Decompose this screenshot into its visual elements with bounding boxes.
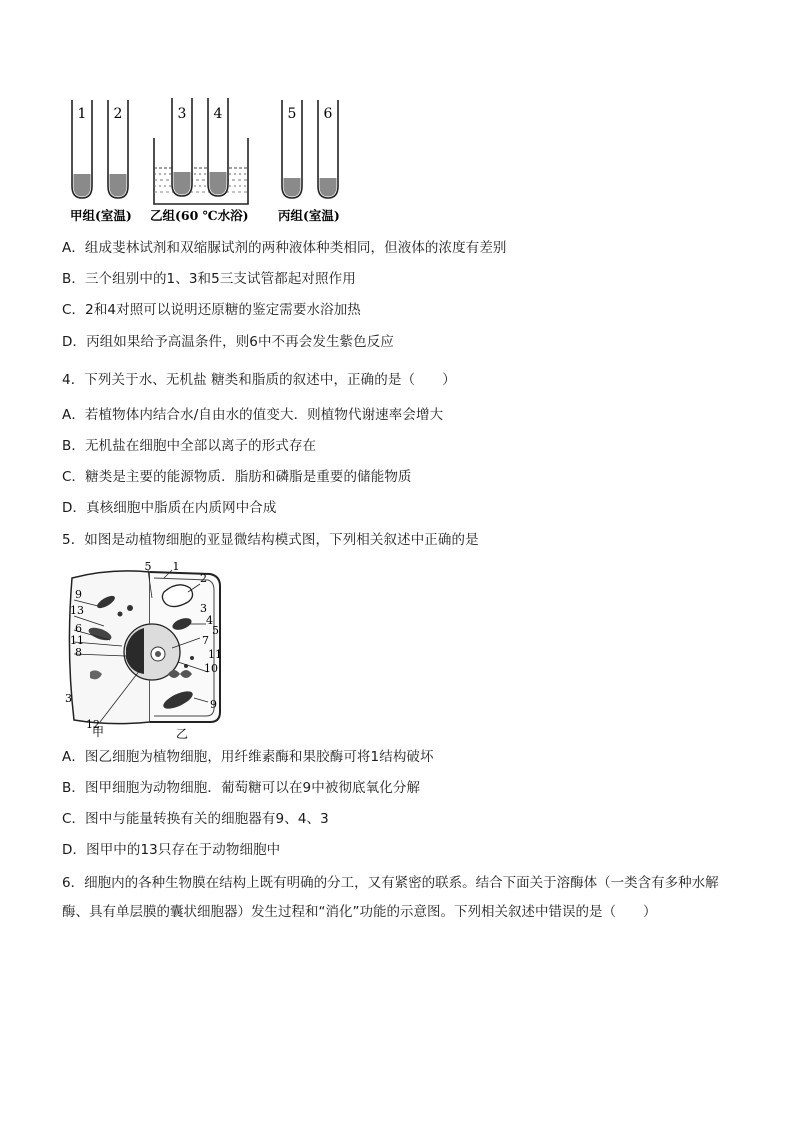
cell-label: 11 <box>70 634 84 647</box>
cell-label: 1 <box>172 562 180 573</box>
cell-label: 3 <box>200 602 207 615</box>
group-bing-label: 丙组(室温) <box>278 208 340 223</box>
q4-stem: 4．下列关于水、无机盐 糖类和脂质的叙述中，正确的是（ ） <box>62 372 456 388</box>
cell-label: 5 <box>212 624 219 637</box>
cell-yi-label: 乙 <box>176 727 189 740</box>
cell-label: 11 <box>208 648 222 661</box>
water-bath <box>154 138 248 204</box>
q4-option-b: B．无机盐在细胞中全部以离子的形式存在 <box>62 438 317 454</box>
cell-label: 5 <box>144 562 152 573</box>
cell-label: 9 <box>210 698 217 711</box>
cell-label: 3 <box>65 692 72 705</box>
cell-jia-label: 甲 <box>92 725 105 739</box>
q4-option-c: C．糖类是主要的能源物质．脂肪和磷脂是重要的储能物质 <box>62 469 412 485</box>
cell-label: 13 <box>70 604 84 617</box>
cell-label: 8 <box>75 646 82 659</box>
tube-number: 4 <box>213 106 223 122</box>
cell-label: 7 <box>202 634 209 647</box>
cell-label: 2 <box>200 572 207 585</box>
tube-2 <box>108 100 128 198</box>
tube-6 <box>318 100 338 198</box>
q3-option-a: A．组成斐林试剂和双缩脲试剂的两种液体种类相同，但液体的浓度有差别 <box>62 240 507 256</box>
q3-option-c: C．2和4对照可以说明还原糖的鉴定需要水浴加热 <box>62 302 361 318</box>
group-yi-label: 乙组(60 ℃水浴) <box>150 208 249 223</box>
tube-1 <box>72 100 92 198</box>
tube-number: 5 <box>287 106 297 122</box>
q5-option-d: D．图甲中的13只存在于动物细胞中 <box>62 842 281 858</box>
cell-label: 9 <box>75 588 82 601</box>
tube-number: 2 <box>113 106 123 122</box>
q4-option-a: A．若植物体内结合水/自由水的值变大．则植物代谢速率会增大 <box>62 407 444 423</box>
q3-option-d: D．丙组如果给予高温条件，则6中不再会发生紫色反应 <box>62 334 394 350</box>
tube-number: 6 <box>323 106 333 122</box>
cell-label: 6 <box>75 622 82 635</box>
cell-structure-figure <box>60 562 228 740</box>
group-jia-label: 甲组(室温) <box>70 208 132 223</box>
cell-label: 10 <box>204 662 218 675</box>
tube-5 <box>282 100 302 198</box>
q5-option-a: A．图乙细胞为植物细胞，用纤维素酶和果胶酶可将1结构破坏 <box>62 749 434 765</box>
tube-number: 1 <box>77 106 87 122</box>
tube-3 <box>172 98 192 196</box>
q5-option-c: C．图中与能量转换有关的细胞器有9、4、3 <box>62 811 329 827</box>
q6-stem: 6．细胞内的各种生物膜在结构上既有明确的分工，又有紧密的联系。结合下面关于溶酶体（一类含有多种水解酶、具有单层膜的囊状细胞器）发生过程和“消化”功能的示意图。下列相关叙述中错误的是（ ） <box>62 875 719 920</box>
q3-option-b: B．三个组别中的1、3和5三支试管都起对照作用 <box>62 271 356 287</box>
q5-option-b: B．图甲细胞为动物细胞．葡萄糖可以在9中被彻底氧化分解 <box>62 780 421 796</box>
q5-stem: 5．如图是动植物细胞的亚显微结构模式图，下列相关叙述中正确的是 <box>62 532 479 548</box>
cell-label: 12 <box>86 718 100 731</box>
tube-number: 3 <box>177 106 187 122</box>
cell-label: 4 <box>206 614 213 627</box>
tube-4 <box>208 98 228 196</box>
q4-option-d: D．真核细胞中脂质在内质网中合成 <box>62 500 277 516</box>
test-tube-figure <box>62 92 362 228</box>
